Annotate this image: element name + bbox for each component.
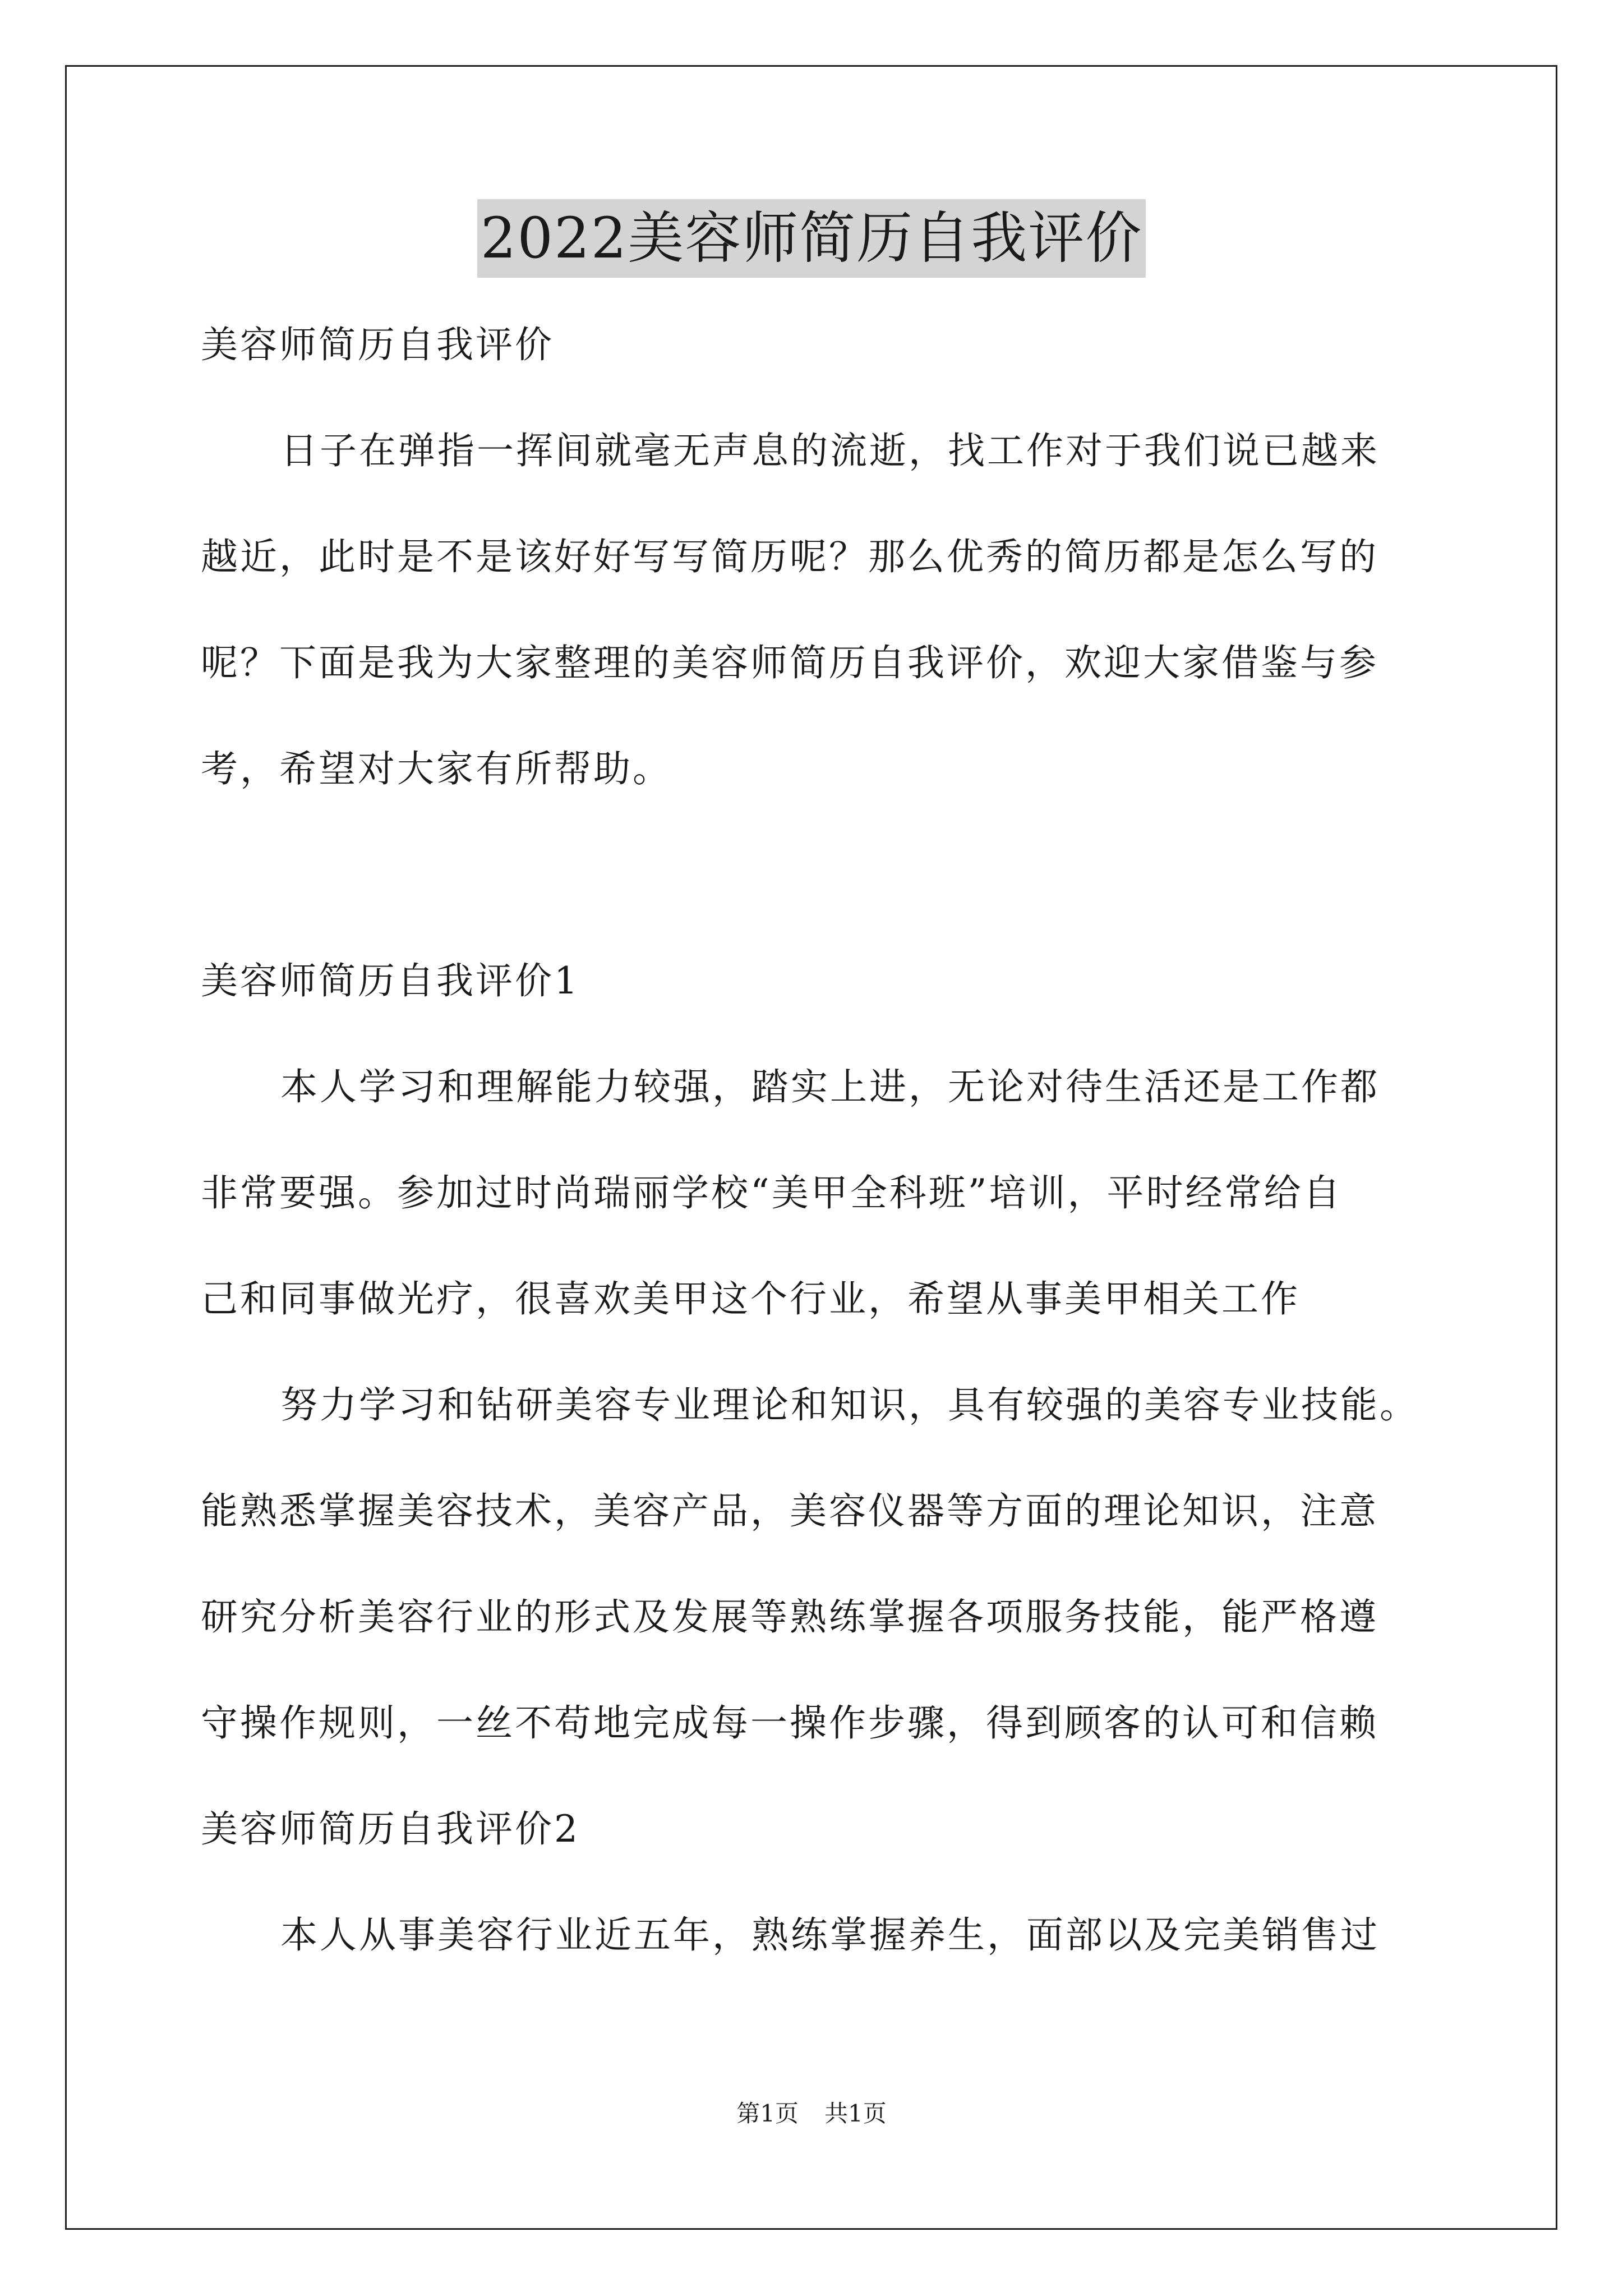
paragraph-line: 日子在弹指一挥间就毫无声息的流逝，找工作对于我们说已越来: [280, 429, 1380, 472]
title-container: [0, 199, 1623, 278]
document-body: [201, 292, 1435, 1988]
paragraph-line: 越近，此时是不是该好好写写简历呢？那么优秀的简历都是怎么写的: [201, 535, 1378, 578]
blank-line: [201, 822, 1435, 928]
paragraph-line: 能熟悉掌握美容技术，美容产品，美容仪器等方面的理论知识，注意: [201, 1489, 1378, 1533]
intro-paragraph: [201, 398, 1435, 822]
page-total: 共1页: [824, 2100, 887, 2127]
section2-paragraph-1: [201, 1882, 1435, 1988]
paragraph-line: 非常要强。参加过时尚瑞丽学校“美甲全科班”培训，平时经常给自: [201, 1171, 1343, 1214]
paragraph-line: 本人学习和理解能力较强，踏实上进，无论对待生活还是工作都: [280, 1065, 1380, 1108]
section1-paragraph-1: [201, 1034, 1435, 1352]
document-title: 2022美容师简历自我评价: [477, 199, 1146, 278]
page-number: 第1页: [736, 2100, 799, 2127]
paragraph-line: 呢？下面是我为大家整理的美容师简历自我评价，欢迎大家借鉴与参: [201, 641, 1378, 684]
intro-heading: 美容师简历自我评价: [201, 323, 554, 366]
paragraph-line: 守操作规则，一丝不苟地完成每一操作步骤，得到顾客的认可和信赖: [201, 1701, 1378, 1745]
paragraph-line: 考，希望对大家有所帮助。: [201, 747, 672, 790]
paragraph-line: 本人从事美容行业近五年，熟练掌握养生，面部以及完美销售过: [280, 1913, 1380, 1957]
paragraph-line: 研究分析美容行业的形式及发展等熟练掌握各项服务技能，能严格遵: [201, 1595, 1378, 1639]
section-heading: 美容师简历自我评价2: [201, 1807, 580, 1851]
paragraph-line: 努力学习和钻研美容专业理论和知识，具有较强的美容专业技能。: [280, 1383, 1419, 1427]
page-footer: [0, 2097, 1623, 2131]
section1-paragraph-2: [201, 1352, 1435, 1776]
paragraph-line: 己和同事做光疗，很喜欢美甲这个行业，希望从事美甲相关工作: [201, 1277, 1300, 1320]
section-heading: 美容师简历自我评价1: [201, 959, 580, 1002]
